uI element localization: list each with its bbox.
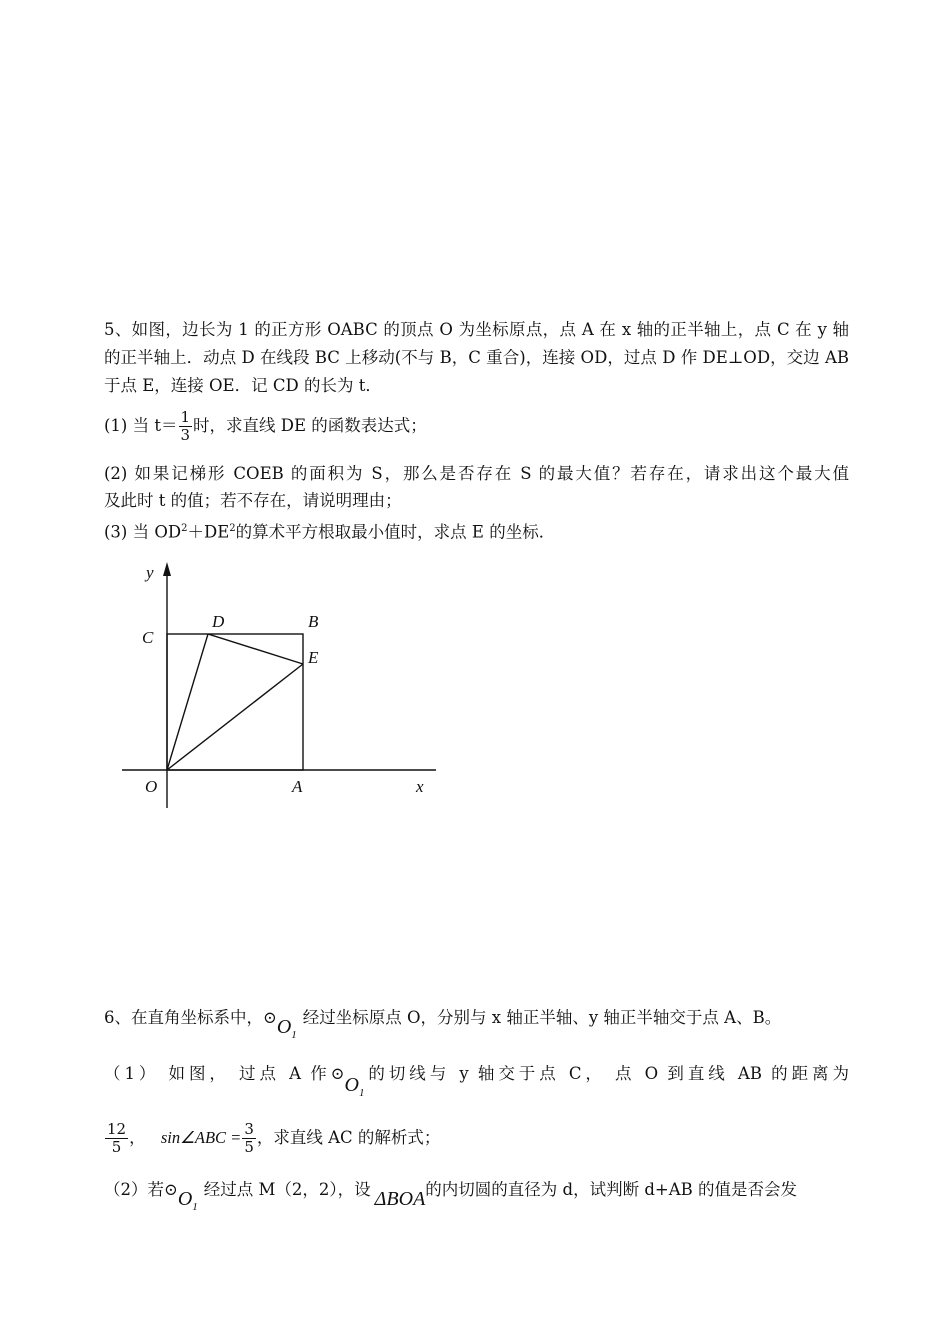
problem5-question1 — [104, 409, 849, 444]
sin-denominator: 5 — [244, 1138, 254, 1156]
q1-prefix: (1) 当 t＝ — [104, 416, 178, 435]
problem6-line1 — [104, 998, 849, 1055]
segment-od — [167, 634, 208, 770]
p6-line1-a: 6、在直角坐标系中，⊙ — [104, 1008, 277, 1027]
problem5-question2-line1: (2) 如果记梯形 COEB 的面积为 S，那么是否存在 S 的最大值？若存在，请求出这个最大值 — [104, 464, 849, 483]
o1-main: O — [276, 1016, 292, 1038]
o1-symbol — [276, 1016, 297, 1041]
triangle-boa: ΔBOA — [374, 1188, 426, 1210]
label-y: y — [146, 563, 154, 582]
distance-denominator: 5 — [111, 1138, 122, 1156]
p6-q2-b: 经过点 M（2，2），设 — [203, 1180, 371, 1199]
label-o: O — [145, 777, 158, 796]
label-b: B — [308, 612, 319, 631]
sin-expression: sin∠ABC = — [160, 1128, 242, 1147]
problem5-question3 — [104, 518, 849, 544]
o1-symbol-2 — [344, 1074, 365, 1099]
y-axis-arrow — [163, 562, 171, 576]
q3-text-b: ＋DE — [187, 522, 230, 542]
problem6-question1-cont — [104, 1116, 849, 1160]
p6-q1-a: （1） 如图， 过点 A 作⊙ — [104, 1064, 345, 1083]
distance-fraction — [105, 1121, 128, 1156]
comma: ， — [129, 1128, 146, 1147]
sin-fraction — [242, 1121, 256, 1156]
label-a: A — [292, 777, 303, 796]
sin-numerator: 3 — [244, 1120, 254, 1138]
q3-superscript-2: 2 — [229, 523, 236, 534]
q3-text-c: 的算术平方根取最小值时，求点 E 的坐标． — [235, 522, 556, 542]
o1-symbol-3 — [177, 1188, 198, 1213]
q1-fraction-numerator: 1 — [180, 408, 191, 426]
label-d: D — [212, 612, 225, 631]
problem6-question1 — [104, 1054, 849, 1113]
problem5-question2-line2: 及此时 t 的值；若不存在，请说明理由； — [104, 491, 402, 510]
o1-main-2: O — [344, 1074, 359, 1096]
label-c: C — [142, 628, 154, 647]
segment-oe — [167, 664, 303, 770]
o1-sub-2: 1 — [358, 1087, 365, 1099]
p6-q1-b: 的切线与 y 轴交于点 C， 点 O 到直线 AB 的距离为 — [364, 1064, 849, 1083]
p6-q1-end: ，求直线 AC 的解析式； — [256, 1128, 441, 1147]
p6-q2-c: 的内切圆的直径为 d，试判断 d+AB 的值是否会发 — [425, 1180, 798, 1199]
p6-line1-b: 经过坐标原点 O，分别与 x 轴正半轴、y 轴正半轴交于点 A、B。 — [302, 1008, 782, 1027]
o1-sub: 1 — [291, 1029, 297, 1041]
segment-de — [208, 634, 303, 664]
distance-numerator: 12 — [107, 1120, 127, 1138]
problem5-line3: 于点 E，连接 OE．记 CD 的长为 t． — [104, 376, 382, 395]
q3-text-a: (3) 当 OD — [104, 522, 182, 542]
problem5-line1: 5、如图，边长为 1 的正方形 OABC 的顶点 O 为坐标原点，点 A 在 x 轴的正半轴上，点 C 在 y 轴 — [104, 320, 849, 339]
problem5-line2: 的正半轴上．动点 D 在线段 BC 上移动(不与 B，C 重合)，连接 OD，过点 D 作 DE⊥OD，交边 AB — [104, 348, 849, 367]
square-figure — [118, 556, 440, 816]
label-e: E — [308, 648, 319, 667]
q1-fraction — [179, 409, 193, 444]
o1-main-3: O — [177, 1188, 193, 1210]
p6-q2-a: （2）若⊙ — [104, 1180, 178, 1199]
q1-suffix: 时，求直线 DE 的函数表达式； — [193, 416, 427, 435]
problem6-question2 — [104, 1170, 849, 1227]
q1-fraction-denominator: 3 — [180, 426, 191, 444]
q3-superscript-1: 2 — [181, 523, 188, 534]
o1-sub-3: 1 — [192, 1201, 198, 1213]
label-x: x — [416, 777, 424, 796]
